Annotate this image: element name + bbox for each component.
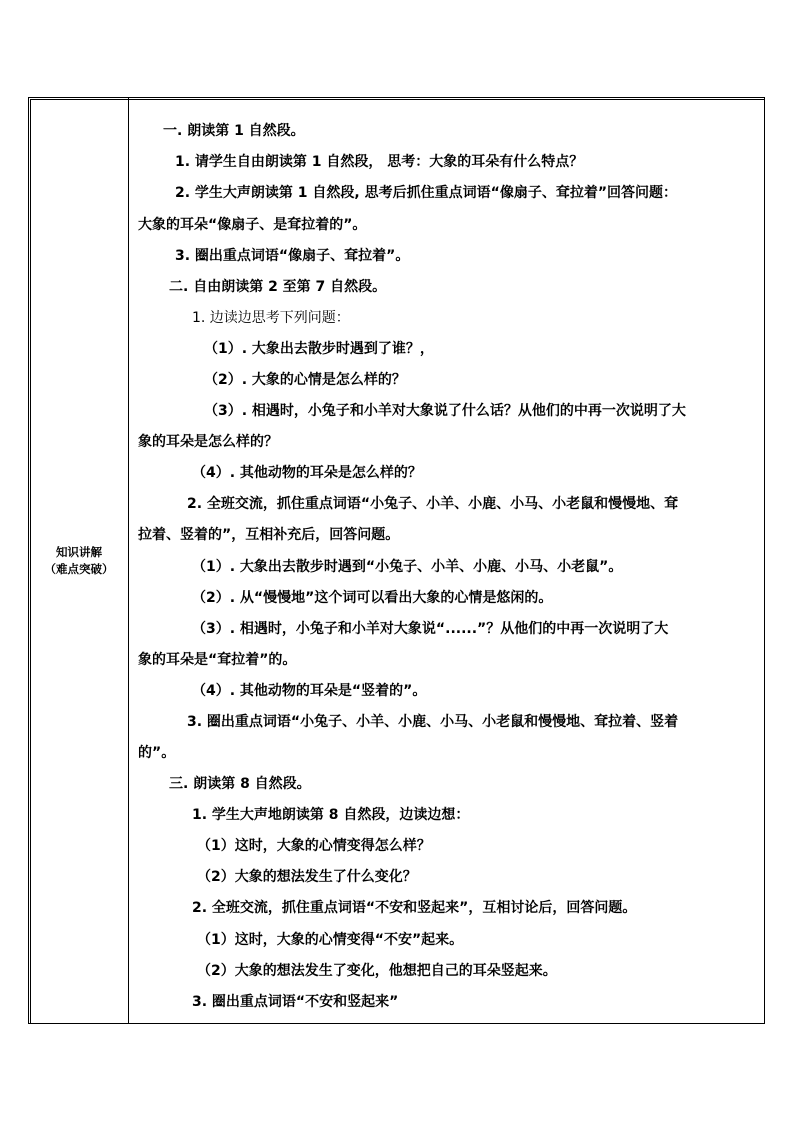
item-1-1: 1. 请学生自由朗读第 1 自然段， 思考：大象的耳朵有什么特点？ (175, 154, 584, 170)
question-2-1-2: （2）. 大象的心情是怎么样的？ (204, 372, 406, 388)
item-2-3-cont: 的”。 (138, 745, 176, 761)
answer-3-2-2: （2）大象的想法发生了变化，他想把自己的耳朵竖起来。 (197, 963, 557, 979)
item-3-2: 2. 全班交流，抓住重点词语“不安和竖起来”，互相讨论后，回答问题。 (192, 900, 637, 916)
answer-2-2-4: （4）. 其他动物的耳朵是“竖着的”。 (192, 683, 427, 699)
question-2-1-4: （4）. 其他动物的耳朵是怎么样的？ (192, 465, 422, 481)
section-label-title: 知识讲解 (56, 545, 102, 559)
section-label-subtitle: （难点突破） (44, 562, 114, 576)
item-3-1: 1. 学生大声地朗读第 8 自然段，边读边想： (192, 807, 470, 823)
question-2-1-1: （1）. 大象出去散步时遇到了谁？， (204, 341, 434, 357)
question-3-1-2: （2）大象的想法发生了什么变化？ (197, 869, 417, 885)
answer-2-2-2: （2）. 从“慢慢地”这个词可以看出大象的心情是悠闲的。 (192, 590, 553, 606)
item-1-3: 3. 圈出重点词语“像扇子、耷拉着”。 (175, 248, 410, 264)
item-2-2: 2. 全班交流，抓住重点词语“小兔子、小羊、小鹿、小马、小老鼠和慢慢地、耷 (187, 496, 679, 512)
item-1-2-cont: 大象的耳朵“像扇子、是耷拉着的”。 (138, 217, 367, 233)
answer-2-2-3: （3）. 相遇时，小兔子和小羊对大象说“......”？从他们的中再一次说明了大 (192, 621, 669, 637)
item-2-3: 3. 圈出重点词语“小兔子、小羊、小鹿、小马、小老鼠和慢慢地、耷拉着、竖着 (187, 714, 679, 730)
heading-1: 一. 朗读第 1 自然段。 (163, 123, 305, 139)
question-3-1-1: （1）这时，大象的心情变得怎么样？ (197, 838, 431, 854)
item-3-3: 3. 圈出重点词语“不安和竖起来” (192, 994, 399, 1010)
question-2-1-3-cont: 象的耳朵是怎么样的？ (138, 434, 278, 450)
heading-2: 二. 自由朗读第 2 至第 7 自然段。 (169, 279, 387, 295)
item-1-2: 2. 学生大声朗读第 1 自然段, 思考后抓住重点词语“像扇子、耷拉着”回答问题： (175, 185, 678, 201)
heading-3: 三. 朗读第 8 自然段。 (169, 776, 311, 792)
item-2-1: 1. 边读边思考下列问题： (192, 310, 350, 326)
content-cell (130, 98, 764, 1023)
question-2-1-3: （3）. 相遇时，小兔子和小羊对大象说了什么话？从他们的中再一次说明了大 (204, 403, 686, 419)
section-label (29, 544, 129, 578)
answer-3-2-1: （1）这时，大象的心情变得“不安”起来。 (197, 932, 464, 948)
lesson-table (28, 97, 765, 1024)
answer-2-2-1: （1）. 大象出去散步时遇到“小兔子、小羊、小鹿、小马、小老鼠”。 (192, 559, 623, 575)
item-2-2-cont: 拉着、竖着的”，互相补充后，回答问题。 (138, 527, 400, 543)
section-label-cell (29, 98, 129, 1023)
answer-2-2-3-cont: 象的耳朵是“耷拉着”的。 (138, 652, 297, 668)
